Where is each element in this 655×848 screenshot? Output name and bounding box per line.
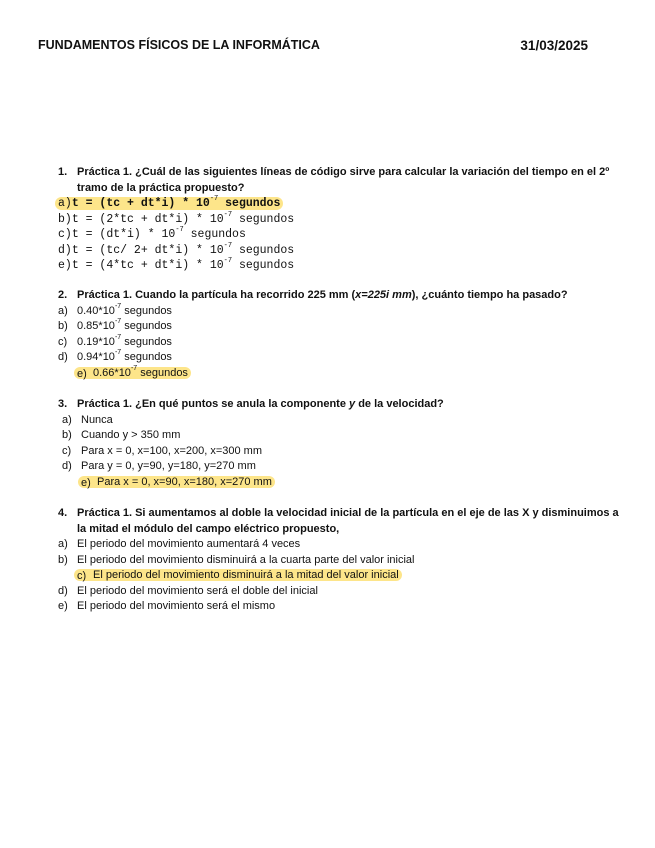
option-exponent: -7	[223, 241, 233, 250]
option-text: 0.94*10	[77, 351, 115, 363]
question-number: 1.	[58, 166, 68, 178]
option-unit: segundos	[232, 212, 295, 226]
option-b[interactable]	[58, 319, 623, 335]
question-1	[58, 165, 623, 274]
question-stem	[58, 506, 623, 537]
option-letter: b)	[58, 553, 68, 566]
option-text: El periodo del movimiento disminuirá a la cuarta parte del valor inicial	[77, 553, 415, 566]
option-letter: e)	[81, 476, 91, 489]
option-a[interactable]	[62, 413, 623, 429]
option-b[interactable]	[62, 428, 623, 444]
option-exponent: -7	[114, 302, 122, 310]
question-stem	[58, 165, 623, 196]
option-b[interactable]	[58, 553, 623, 569]
option-text: 0.19*10	[77, 335, 115, 348]
option-letter: b)	[58, 320, 68, 332]
option-a[interactable]	[58, 537, 623, 553]
option-unit: segundos	[121, 304, 172, 317]
option-exponent: -7	[114, 318, 122, 326]
option-b[interactable]	[58, 212, 623, 228]
option-d[interactable]	[58, 350, 623, 366]
options-list	[58, 413, 623, 491]
question-text: Práctica 1. Si aumentamos al doble la velocidad inicial de la partícula en el eje de las X y disminuimos a la mitad el módulo del campo eléctrico propuesto,	[77, 507, 619, 535]
option-e[interactable]	[58, 599, 623, 615]
question-text: Práctica 1. Cuando la partícula ha recorrido 225 mm (	[77, 289, 356, 301]
option-text: El periodo del movimiento disminuirá a la mitad del valor inicial	[93, 569, 399, 581]
option-letter: d)	[58, 351, 68, 363]
question-number: 2.	[58, 289, 68, 301]
option-c[interactable]	[58, 335, 623, 351]
question-stem	[58, 397, 623, 413]
option-exponent: -7	[130, 364, 138, 372]
question-text-italic: x=225i mm	[355, 289, 412, 301]
option-text: Para y = 0, y=90, y=180, y=270 mm	[81, 460, 256, 472]
option-letter: b)	[62, 429, 72, 441]
option-unit: segundos	[218, 197, 281, 210]
option-d[interactable]	[58, 584, 623, 600]
option-exponent: -7	[175, 226, 184, 235]
option-c[interactable]	[58, 227, 623, 243]
option-text: Nunca	[81, 413, 113, 426]
option-unit: segundos	[121, 351, 172, 363]
option-unit: segundos	[232, 243, 295, 257]
question-text: Práctica 1. ¿Cuál de las siguientes líneas de código sirve para calcular la variación del tiempo en el 2º tramo de la práctica propuesto?	[77, 166, 610, 194]
exam-date: 31/03/2025	[520, 38, 588, 53]
option-c[interactable]	[62, 444, 623, 460]
question-number: 3.	[58, 398, 68, 410]
option-letter: d)	[58, 584, 68, 597]
option-letter: e)	[58, 259, 72, 272]
option-letter: c)	[77, 570, 87, 582]
option-c[interactable]	[58, 568, 623, 584]
option-e[interactable]	[62, 475, 623, 491]
question-text-end: de la velocidad?	[355, 398, 444, 410]
option-unit: segundos	[232, 259, 295, 272]
question-text-end: ), ¿cuánto tiempo ha pasado?	[411, 289, 568, 301]
options-list	[58, 304, 623, 382]
question-text-italic: y	[349, 398, 356, 410]
option-e[interactable]	[58, 366, 623, 382]
option-text: t = (dt*i) * 10	[71, 228, 176, 241]
options-list	[58, 537, 623, 615]
option-letter: c)	[58, 228, 72, 241]
option-exponent: -7	[209, 195, 219, 204]
question-text: Práctica 1. ¿En qué puntos se anula la componente	[77, 398, 350, 410]
option-text: t = (tc/ 2+ dt*i) * 10	[71, 243, 224, 257]
options-list	[58, 196, 623, 274]
option-text: El periodo del movimiento será el mismo	[77, 600, 276, 612]
option-text: t = (2*tc + dt*i) * 10	[71, 212, 224, 226]
option-text: El periodo del movimiento aumentará 4 veces	[77, 538, 301, 550]
course-title: FUNDAMENTOS FÍSICOS DE LA INFORMÁTICA	[38, 38, 320, 52]
option-text: 0.66*10	[93, 366, 131, 379]
question-4	[58, 506, 623, 615]
option-letter: d)	[62, 460, 72, 472]
option-exponent: -7	[114, 349, 122, 357]
option-letter: d)	[58, 243, 72, 257]
option-a[interactable]	[58, 304, 623, 320]
option-letter: c)	[58, 335, 68, 348]
option-exponent: -7	[223, 257, 233, 266]
option-text: 0.40*10	[77, 304, 115, 317]
option-text: El periodo del movimiento será el doble del inicial	[77, 584, 318, 597]
option-unit: segundos	[121, 335, 172, 348]
option-text: t = (tc + dt*i) * 10	[71, 197, 210, 210]
option-unit: segundos	[137, 366, 188, 379]
option-letter: c)	[62, 444, 72, 457]
option-letter: a)	[58, 538, 68, 550]
question-stem	[58, 288, 623, 304]
question-2	[58, 288, 623, 381]
page-header	[38, 38, 588, 56]
option-text: t = (4*tc + dt*i) * 10	[71, 259, 224, 272]
option-exponent: -7	[114, 333, 122, 341]
option-letter: a)	[58, 304, 68, 317]
option-d[interactable]	[62, 459, 623, 475]
question-3	[58, 397, 623, 490]
question-number: 4.	[58, 507, 68, 519]
option-text: Cuando y > 350 mm	[81, 429, 181, 441]
option-text: Para x = 0, x=100, x=200, x=300 mm	[81, 444, 262, 457]
option-letter: e)	[58, 600, 68, 612]
option-exponent: -7	[223, 210, 233, 219]
option-unit: segundos	[183, 228, 246, 241]
option-d[interactable]	[58, 243, 623, 259]
option-unit: segundos	[121, 320, 172, 332]
option-letter: a)	[62, 413, 72, 426]
option-text: Para x = 0, x=90, x=180, x=270 mm	[97, 475, 272, 488]
option-letter: b)	[58, 212, 72, 226]
option-e[interactable]	[58, 258, 623, 274]
option-letter: a)	[58, 197, 72, 210]
option-letter: e)	[77, 367, 87, 380]
option-a[interactable]	[58, 196, 623, 212]
option-text: 0.85*10	[77, 320, 115, 332]
